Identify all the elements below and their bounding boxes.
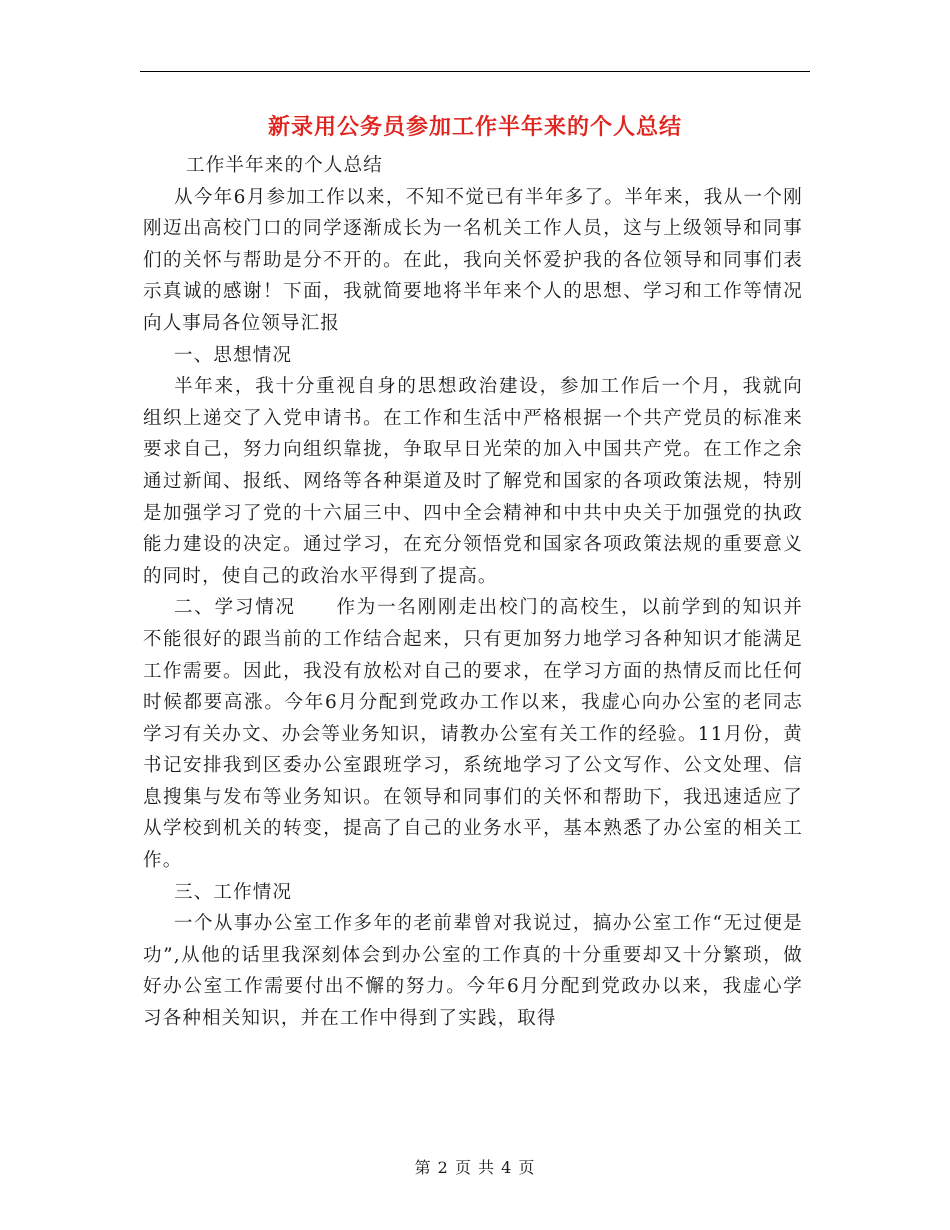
paragraph-intro: 从今年6月参加工作以来，不知不觉已有半年多了。半年来，我从一个刚刚迈出高校门口的同学逐渐成长为一名机关工作人员，这与上级领导和同事们的关怀与帮助是分不开的。在此，我向关怀爱护我的各位领导和同事们表示真诚的感谢！下面，我就简要地将半年来个人的思想、学习和工作等情况向人事局各位领导汇报 (143, 186, 803, 334)
document-title: 新录用公务员参加工作半年来的个人总结 (267, 114, 682, 140)
section-heading-thought: 一、思想情况 (174, 344, 293, 366)
document-subtitle: 工作半年来的个人总结 (186, 155, 384, 176)
section-heading-work: 三、工作情况 (174, 881, 293, 903)
paragraph-work: 一个从事办公室工作多年的老前辈曾对我说过，搞办公室工作“无过便是功”,从他的话里我深刻体会到办公室的工作真的十分重要却又十分繁琐，做好办公室工作需要付出不懈的努力。今年6月分配到党政办以来，我虚心学习各种相关知识，并在工作中得到了实践，取得 (143, 913, 803, 1030)
paragraph-study: 二、学习情况 作为一名刚刚走出校门的高校生，以前学到的知识并不能很好的跟当前的工作结合起来，只有更加努力地学习各种知识才能满足工作需要。因此，我没有放松对自己的要求，在学习方面的热情反而比任何时候都要高涨。今年6月分配到党政办工作以来，我虚心向办公室的老同志学习有关办文、办会等业务知识，请教办公室有关工作的经验。11月份，黄书记安排我到区委办公室跟班学习，系统地学习了公文写作、公文处理、信息搜集与发布等业务知识。在领导和同事们的关怀和帮助下，我迅速适应了从学校到机关的转变，提高了自己的业务水平，基本熟悉了办公室的相关工作。 (143, 597, 803, 872)
page-number: 第 2 页 共 4 页 (414, 1158, 536, 1177)
paragraph-thought: 半年来，我十分重视自身的思想政治建设，参加工作后一个月，我就向组织上递交了入党申请书。在工作和生活中严格根据一个共产党员的标准来要求自己，努力向组织靠拢，争取早日光荣的加入中国共产党。在工作之余通过新闻、报纸、网络等各种渠道及时了解党和国家的各项政策法规，特别是加强学习了党的十六届三中、四中全会精神和中共中央关于加强党的执政能力建设的决定。通过学习，在充分领悟党和国家各项政策法规的重要意义的同时，使自己的政治水平得到了提高。 (143, 376, 803, 587)
document-body (143, 150, 803, 1035)
header-rule (140, 71, 810, 72)
